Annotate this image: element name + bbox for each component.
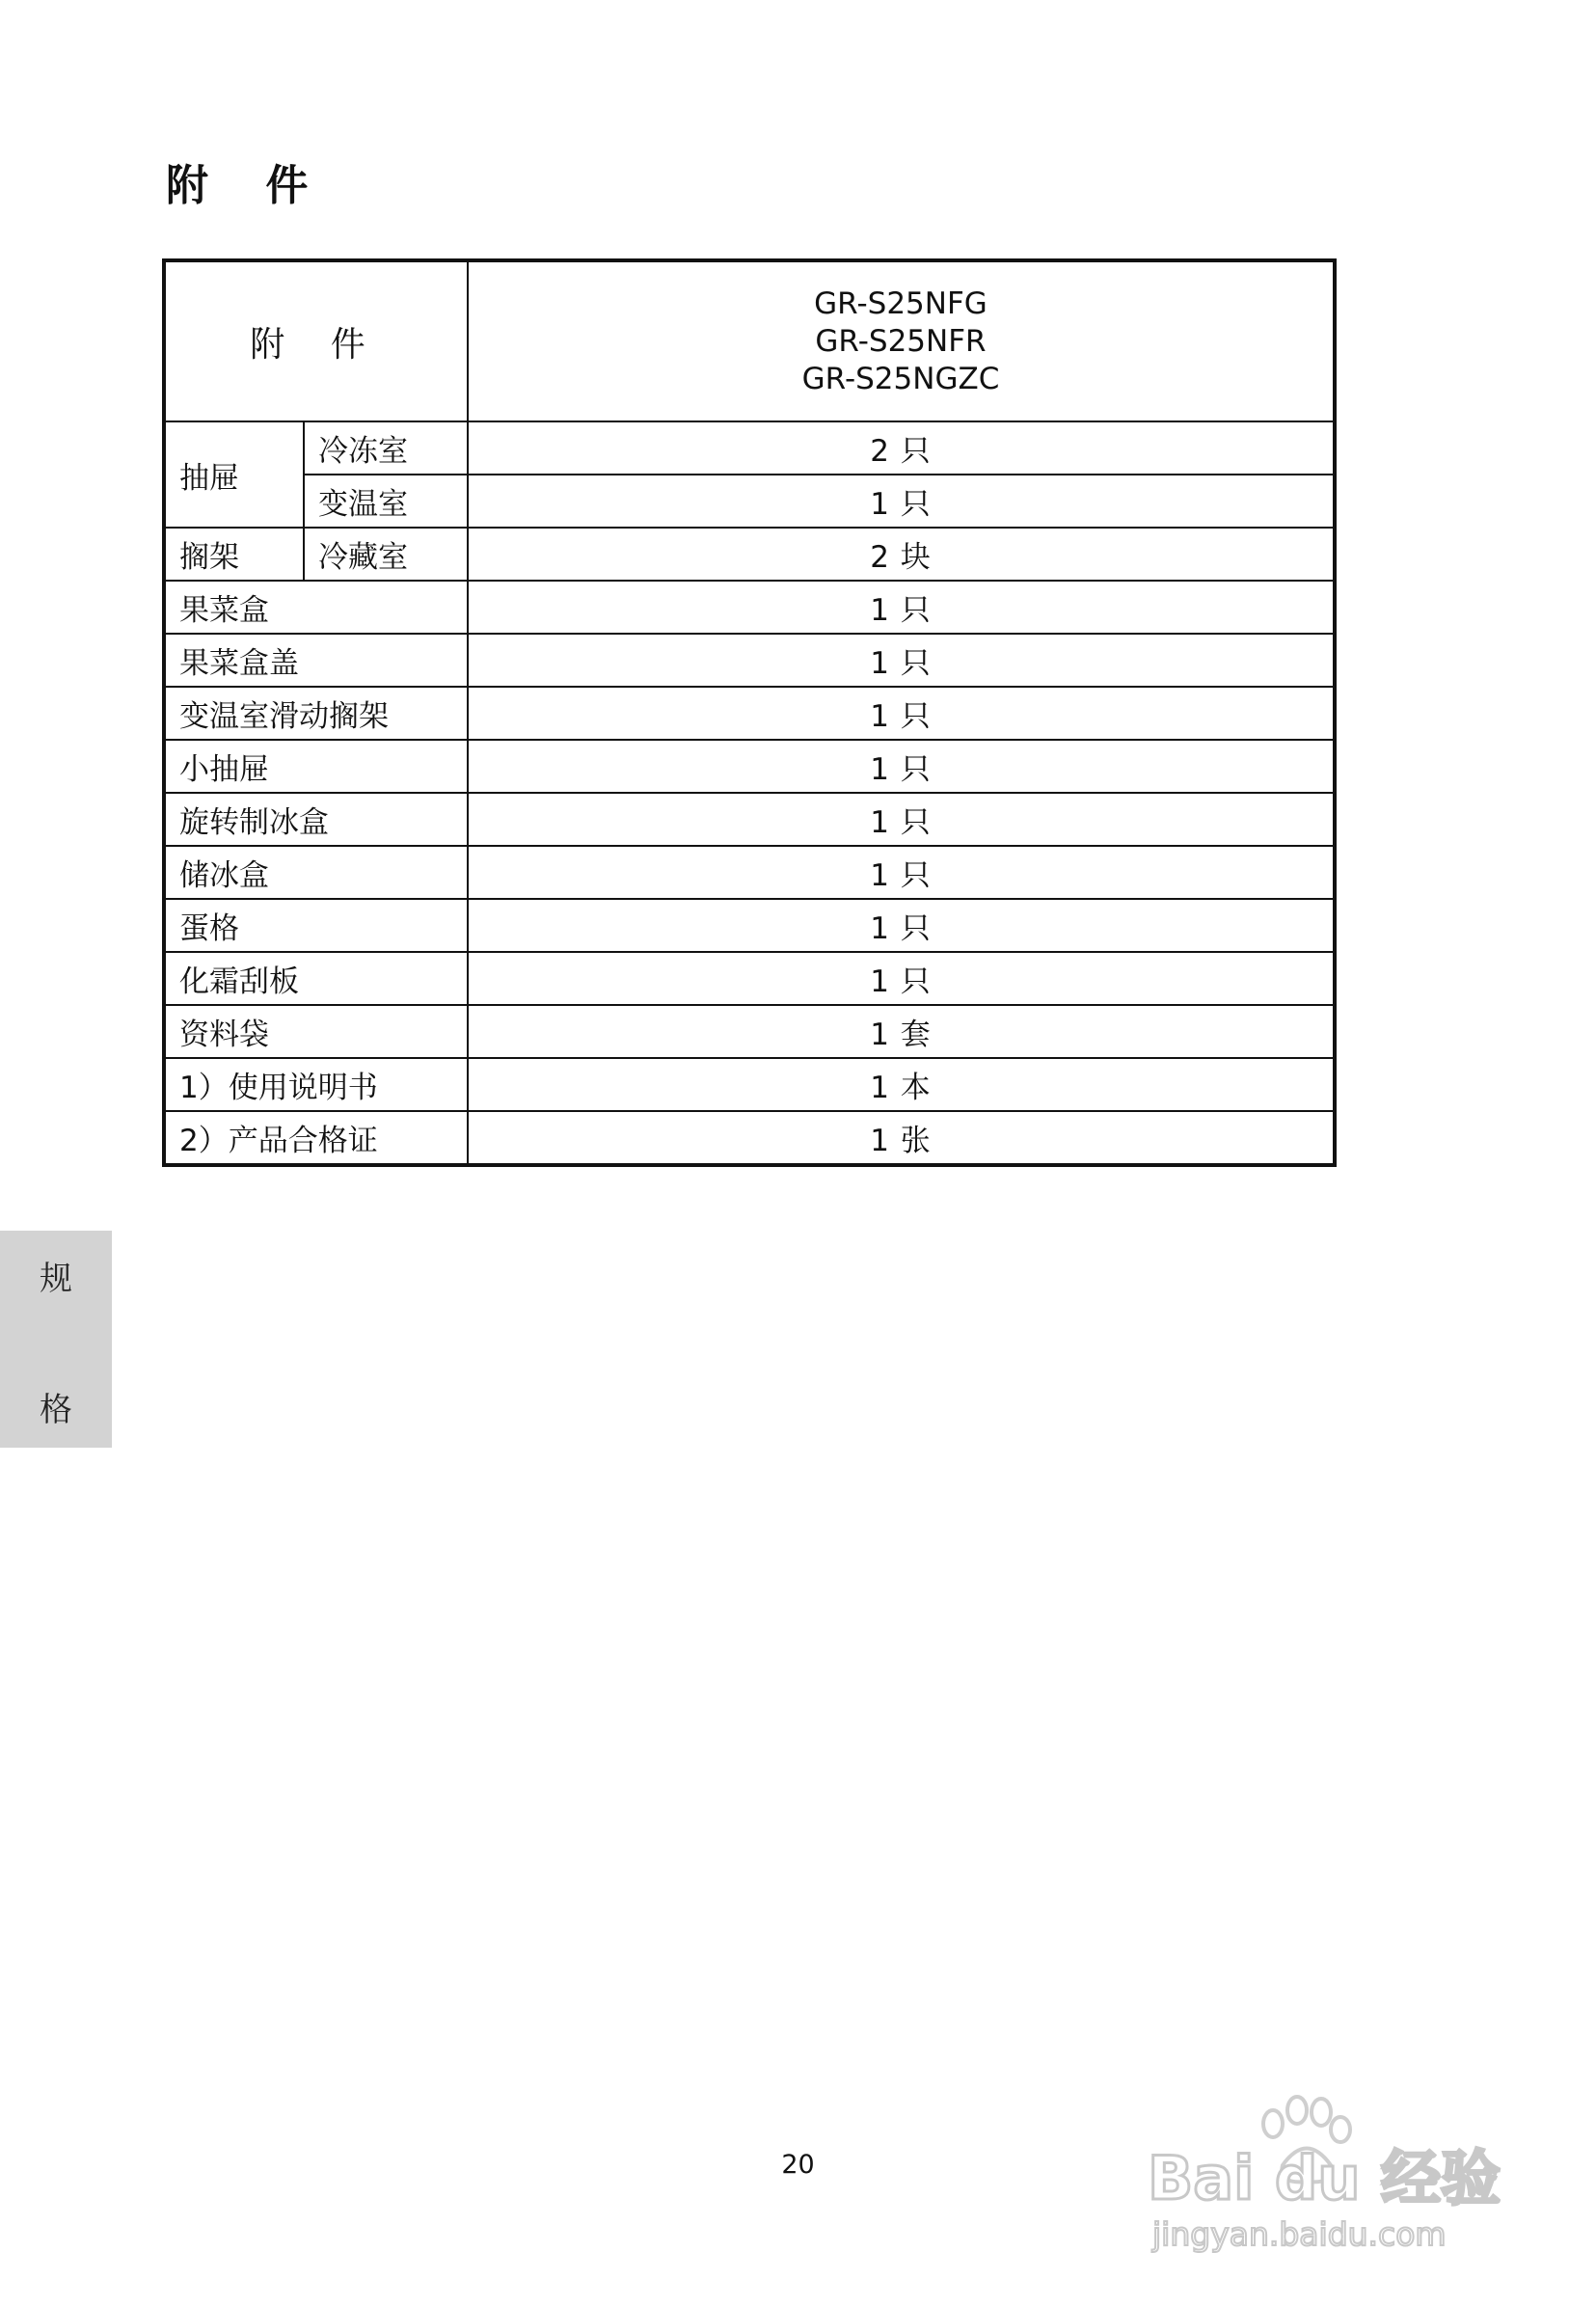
- watermark-brand: Bai du 经验: [1148, 2143, 1501, 2213]
- qty-cell: 1 只: [468, 952, 1335, 1005]
- item-cell: 小抽屉: [164, 740, 468, 793]
- group-cell: 搁架: [164, 528, 304, 581]
- qty-cell: 1 只: [468, 740, 1335, 793]
- qty-cell: 1 只: [468, 846, 1335, 899]
- side-tab-char: 规: [40, 1260, 72, 1298]
- item-cell: 变温室滑动搁架: [164, 687, 468, 740]
- qty-cell: 1 张: [468, 1111, 1335, 1165]
- qty-cell: 1 只: [468, 687, 1335, 740]
- side-tab-char: 格: [40, 1391, 72, 1429]
- table-row: [164, 740, 1335, 793]
- table-row: [164, 846, 1335, 899]
- qty-cell: 2 只: [468, 421, 1335, 475]
- model-name: GR-S25NGZC: [801, 361, 1000, 396]
- item-cell: 果菜盒: [164, 581, 468, 634]
- accessories-table: [162, 258, 1337, 1167]
- item-cell: 果菜盒盖: [164, 634, 468, 687]
- qty-cell: 1 套: [468, 1005, 1335, 1058]
- table-row: [164, 528, 1335, 581]
- table-row: [164, 793, 1335, 846]
- table-row: [164, 1058, 1335, 1111]
- item-cell: 资料袋: [164, 1005, 468, 1058]
- model-list: [468, 260, 1335, 421]
- watermark-url: jingyan.baidu.com: [1152, 2215, 1447, 2253]
- qty-cell: 1 只: [468, 581, 1335, 634]
- model-name: GR-S25NFG: [814, 285, 987, 321]
- qty-cell: 1 只: [468, 899, 1335, 952]
- item-cell: 1）使用说明书: [164, 1058, 468, 1111]
- table-row: [164, 581, 1335, 634]
- table-row: [164, 687, 1335, 740]
- item-cell: 蛋格: [164, 899, 468, 952]
- page-number: 20: [781, 2150, 815, 2180]
- section-side-tab: [0, 1231, 112, 1448]
- qty-cell: 1 只: [468, 634, 1335, 687]
- table-row: [164, 1111, 1335, 1165]
- table-row: [164, 634, 1335, 687]
- baidu-jingyan-watermark: [1128, 2074, 1514, 2257]
- header-label: 附 件: [164, 260, 468, 421]
- item-cell: 储冰盒: [164, 846, 468, 899]
- table-row: [164, 475, 1335, 528]
- item-cell: 冷冻室: [304, 421, 468, 475]
- item-cell: 2）产品合格证: [164, 1111, 468, 1165]
- qty-cell: 1 本: [468, 1058, 1335, 1111]
- model-name: GR-S25NFR: [815, 323, 987, 359]
- table-row: [164, 1005, 1335, 1058]
- table-row: [164, 421, 1335, 475]
- item-cell: 冷藏室: [304, 528, 468, 581]
- qty-cell: 1 只: [468, 793, 1335, 846]
- table-row: [164, 952, 1335, 1005]
- item-cell: 旋转制冰盒: [164, 793, 468, 846]
- table-header-row: [164, 260, 1335, 421]
- item-cell: 化霜刮板: [164, 952, 468, 1005]
- page-title: 附 件: [166, 161, 330, 210]
- item-cell: 变温室: [304, 475, 468, 528]
- qty-cell: 2 块: [468, 528, 1335, 581]
- group-cell: 抽屉: [164, 421, 304, 528]
- qty-cell: 1 只: [468, 475, 1335, 528]
- table-row: [164, 899, 1335, 952]
